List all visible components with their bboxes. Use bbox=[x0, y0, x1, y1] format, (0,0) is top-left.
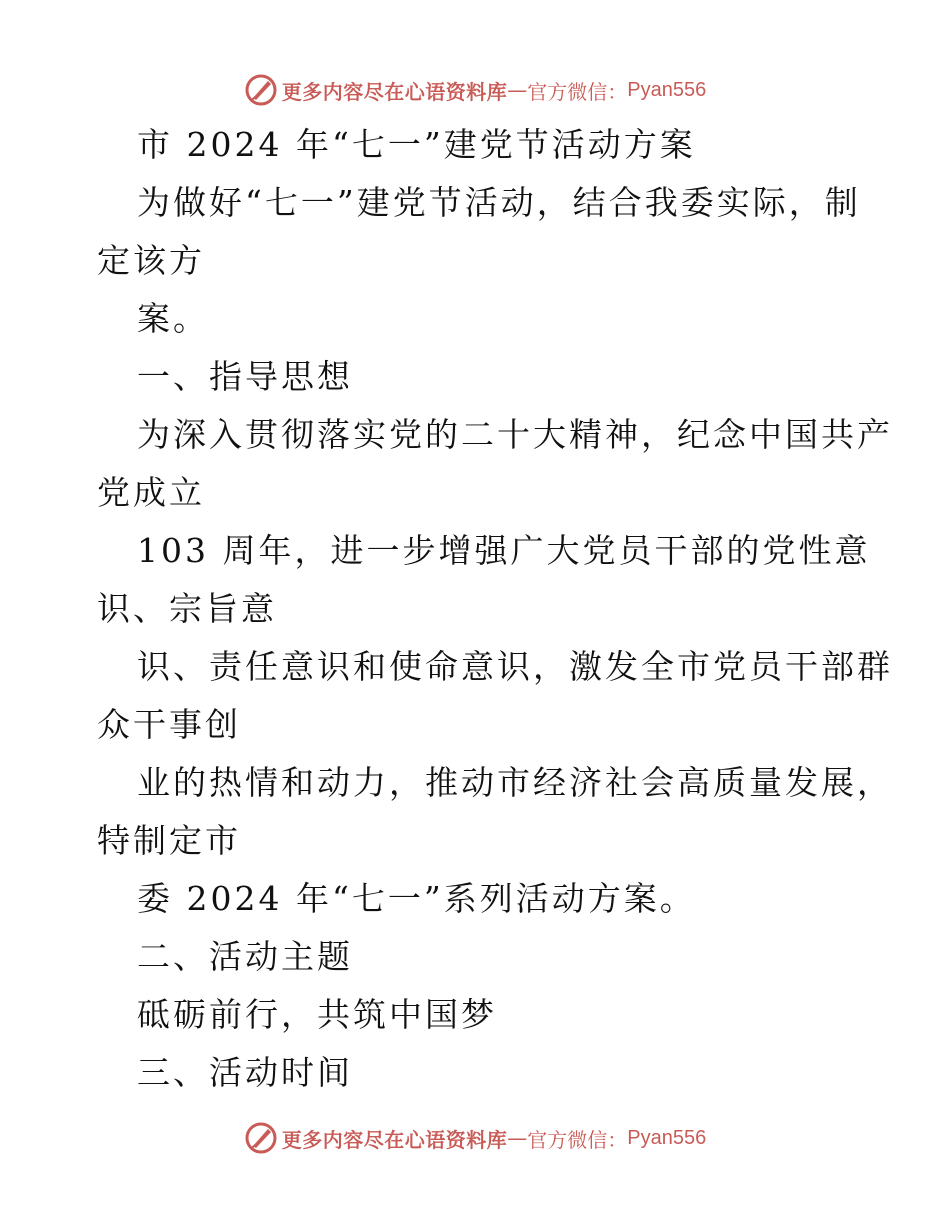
watermark-banner-top bbox=[0, 70, 950, 110]
text-line: 定该方 bbox=[97, 241, 205, 280]
watermark-wechat-label: 官方微信： bbox=[527, 79, 628, 104]
text-line: 识、责任意识和使命意识，激发全市党员干部群 bbox=[137, 647, 893, 686]
watermark-dash: — bbox=[507, 1126, 528, 1150]
text-line: 三、活动时间 bbox=[137, 1053, 353, 1092]
text-line: 特制定市 bbox=[97, 821, 241, 860]
watermark-wechat-label: 官方微信： bbox=[527, 1127, 628, 1152]
text-line: 103 周年，进一步增强广大党员干部的党性意 bbox=[137, 531, 871, 570]
watermark-wechat-id: Pyan556 bbox=[627, 78, 707, 101]
text-line: 一、指导思想 bbox=[137, 357, 353, 396]
text-line: 党成立 bbox=[97, 473, 205, 512]
quill-logo-icon bbox=[244, 1121, 278, 1155]
watermark-banner-bottom bbox=[0, 1118, 950, 1158]
text-line: 识、宗旨意 bbox=[97, 589, 277, 628]
watermark-dash: — bbox=[507, 78, 528, 102]
watermark-text: 更多内容尽在心语资料库 bbox=[281, 1127, 508, 1152]
document-body bbox=[97, 116, 893, 1102]
text-line: 业的热情和动力，推动市经济社会高质量发展， bbox=[137, 763, 893, 802]
quill-logo-icon bbox=[244, 73, 278, 107]
text-line: 为做好“七一”建党节活动，结合我委实际，制 bbox=[137, 183, 861, 222]
watermark-wechat-id: Pyan556 bbox=[627, 1126, 707, 1149]
text-line: 委 2024 年“七一”系列活动方案。 bbox=[137, 879, 696, 918]
text-line: 二、活动主题 bbox=[137, 937, 353, 976]
text-line: 案。 bbox=[137, 299, 209, 338]
text-line: 为深入贯彻落实党的二十大精神，纪念中国共产 bbox=[137, 415, 893, 454]
text-line: 砥砺前行，共筑中国梦 bbox=[137, 995, 497, 1034]
watermark-text: 更多内容尽在心语资料库 bbox=[281, 79, 508, 104]
text-line: 众干事创 bbox=[97, 705, 241, 744]
text-line: 市 2024 年“七一”建党节活动方案 bbox=[137, 125, 696, 164]
